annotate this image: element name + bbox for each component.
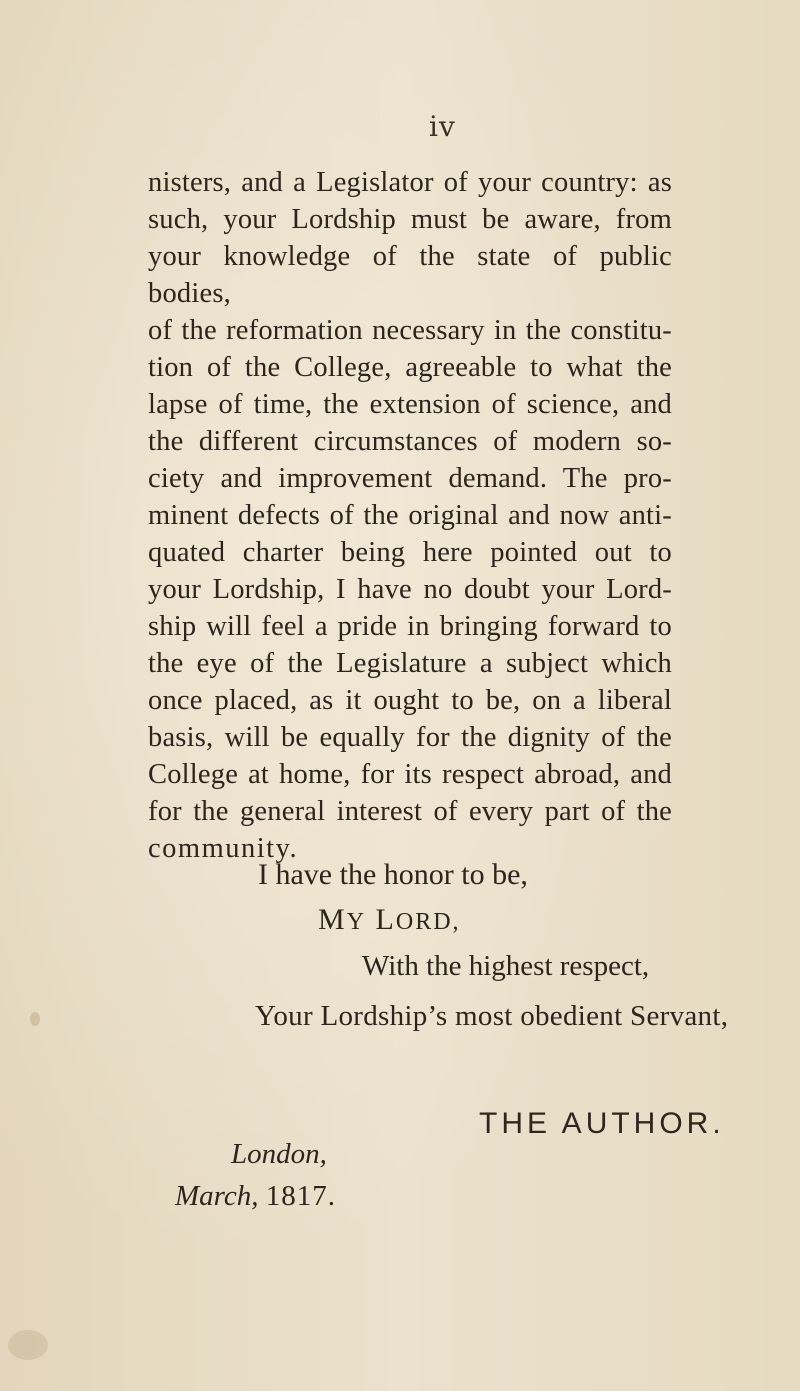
closing-respect: With the highest respect,: [362, 950, 650, 982]
text-line: ship will feel a pride in bringing forward to: [148, 611, 672, 642]
page-stain: [8, 1330, 48, 1360]
page-stain: [30, 1012, 40, 1026]
text-line: tion of the College, agreeable to what the: [148, 352, 672, 383]
salutation-rest: Y: [346, 909, 367, 935]
body-paragraph: [148, 164, 672, 867]
text-line: basis, will be equally for the dignity of the: [148, 722, 672, 753]
text-line: your knowledge of the state of public bodies,: [148, 241, 672, 309]
text-line: the different circumstances of modern so-: [148, 426, 672, 457]
salutation-initial: M: [318, 903, 347, 936]
salutation: [318, 903, 461, 937]
salutation-ord: ORD,: [395, 909, 461, 935]
date-line: [175, 1180, 336, 1213]
text-line: College at home, for its respect abroad, and: [148, 759, 672, 790]
date-year: 1817.: [265, 1180, 336, 1212]
closing-honor: I have the honor to be,: [258, 858, 528, 891]
text-line: nisters, and a Legislator of your country: as: [148, 167, 672, 198]
place-line: London,: [231, 1138, 327, 1170]
text-line: community.: [148, 833, 299, 864]
text-line: your Lordship, I have no doubt your Lord-: [148, 574, 672, 605]
text-line: of the reformation necessary in the constitu-: [148, 315, 672, 346]
page-number: iv: [429, 110, 456, 143]
text-line: lapse of time, the extension of science, and: [148, 389, 672, 420]
closing-servant: Your Lordship’s most obedient Servant,: [255, 1000, 729, 1032]
author-signature: THE AUTHOR.: [479, 1107, 725, 1140]
text-line: quated charter being here pointed out to: [148, 537, 672, 568]
date-month: March,: [175, 1180, 259, 1212]
text-line: such, your Lordship must be aware, from: [148, 204, 672, 235]
salutation-l: L: [375, 903, 396, 936]
text-line: the eye of the Legislature a subject which: [148, 648, 672, 679]
text-line: for the general interest of every part of the: [148, 796, 672, 827]
text-line: once placed, as it ought to be, on a liberal: [148, 685, 672, 716]
text-line: minent defects of the original and now anti-: [148, 500, 672, 531]
text-line: ciety and improvement demand. The pro-: [148, 463, 672, 494]
